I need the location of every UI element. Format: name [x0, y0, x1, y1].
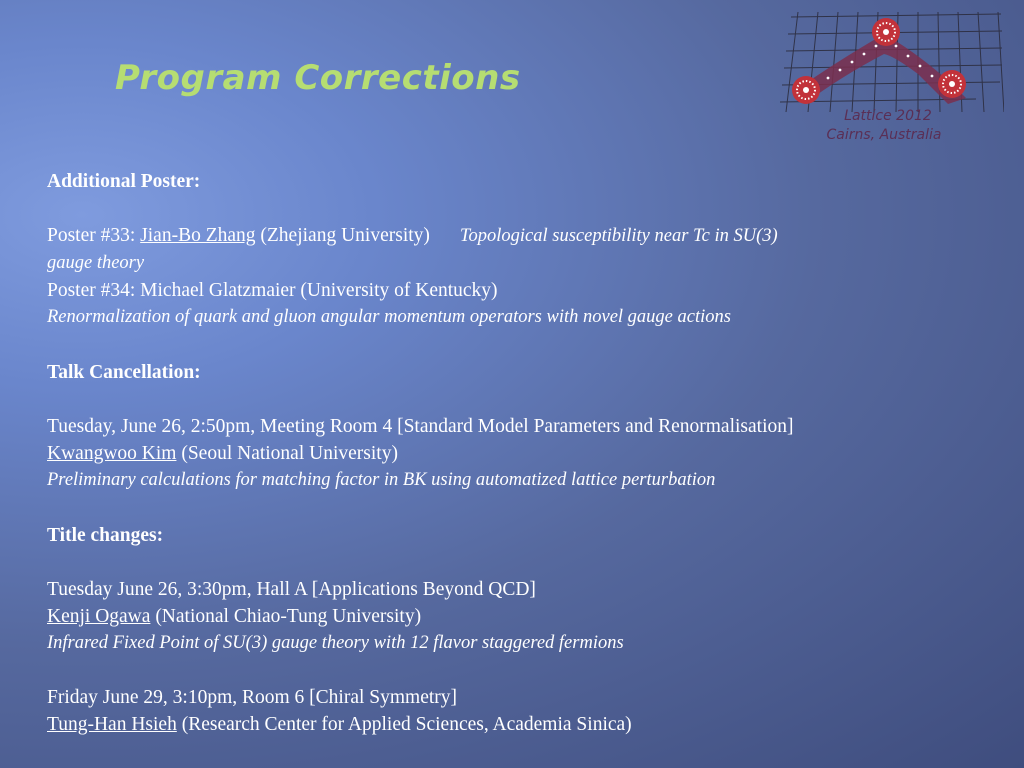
cancellation-affiliation: (Seoul National University)	[181, 443, 398, 464]
poster-33-prefix: Poster #33:	[47, 225, 136, 246]
lattice-2012-logo	[776, 12, 1004, 148]
title-change-2-session: Friday June 29, 3:10pm, Room 6 [Chiral Symmetry]	[47, 687, 458, 708]
title-change-1-session: Tuesday June 26, 3:30pm, Hall A [Applications Beyond QCD]	[47, 579, 536, 600]
corrections-content	[47, 168, 987, 738]
title-change-1-author-link[interactable]: Kenji Ogawa	[47, 606, 151, 627]
poster-34-entry	[47, 277, 987, 331]
poster-33-entry	[47, 222, 987, 277]
title-change-1-affiliation: (National Chiao-Tung University)	[155, 606, 422, 627]
title-change-1-title: Infrared Fixed Point of SU(3) gauge theory with 12 flavor staggered fermions	[47, 633, 624, 653]
logo-line2: Cairns, Australia	[826, 127, 942, 143]
poster-33-title-cont: gauge theory	[47, 253, 145, 273]
talk-cancellation-heading: Talk Cancellation:	[47, 362, 201, 383]
title-change-entry-1	[47, 576, 987, 657]
cancellation-session: Tuesday, June 26, 2:50pm, Meeting Room 4 [Standard Model Parameters and Renormalisation]	[47, 416, 794, 437]
title-change-entry-2	[47, 684, 987, 738]
poster-33-title: Topological susceptibility near Tc in SU(3)	[459, 226, 778, 246]
title-change-2-author-link[interactable]: Tung-Han Hsieh	[47, 714, 177, 735]
cancellation-author-link[interactable]: Kwangwoo Kim	[47, 443, 177, 464]
additional-poster-heading: Additional Poster:	[47, 171, 201, 192]
cancellation-entry	[47, 413, 987, 494]
page-title: Program Corrections	[115, 58, 521, 98]
poster-34-line: Poster #34: Michael Glatzmaier (University of Kentucky)	[47, 280, 498, 301]
poster-33-affiliation: (Zhejiang University)	[260, 225, 430, 246]
title-changes-heading: Title changes:	[47, 525, 164, 546]
poster-33-author-link[interactable]: Jian-Bo Zhang	[140, 225, 256, 246]
cancellation-title: Preliminary calculations for matching factor in BK using automatized lattice perturbation	[47, 470, 716, 490]
title-change-2-affiliation: (Research Center for Applied Sciences, Academia Sinica)	[181, 714, 632, 735]
logo-line1: Lattice 2012	[844, 108, 932, 124]
poster-34-title: Renormalization of quark and gluon angular momentum operators with novel gauge actions	[47, 307, 731, 327]
